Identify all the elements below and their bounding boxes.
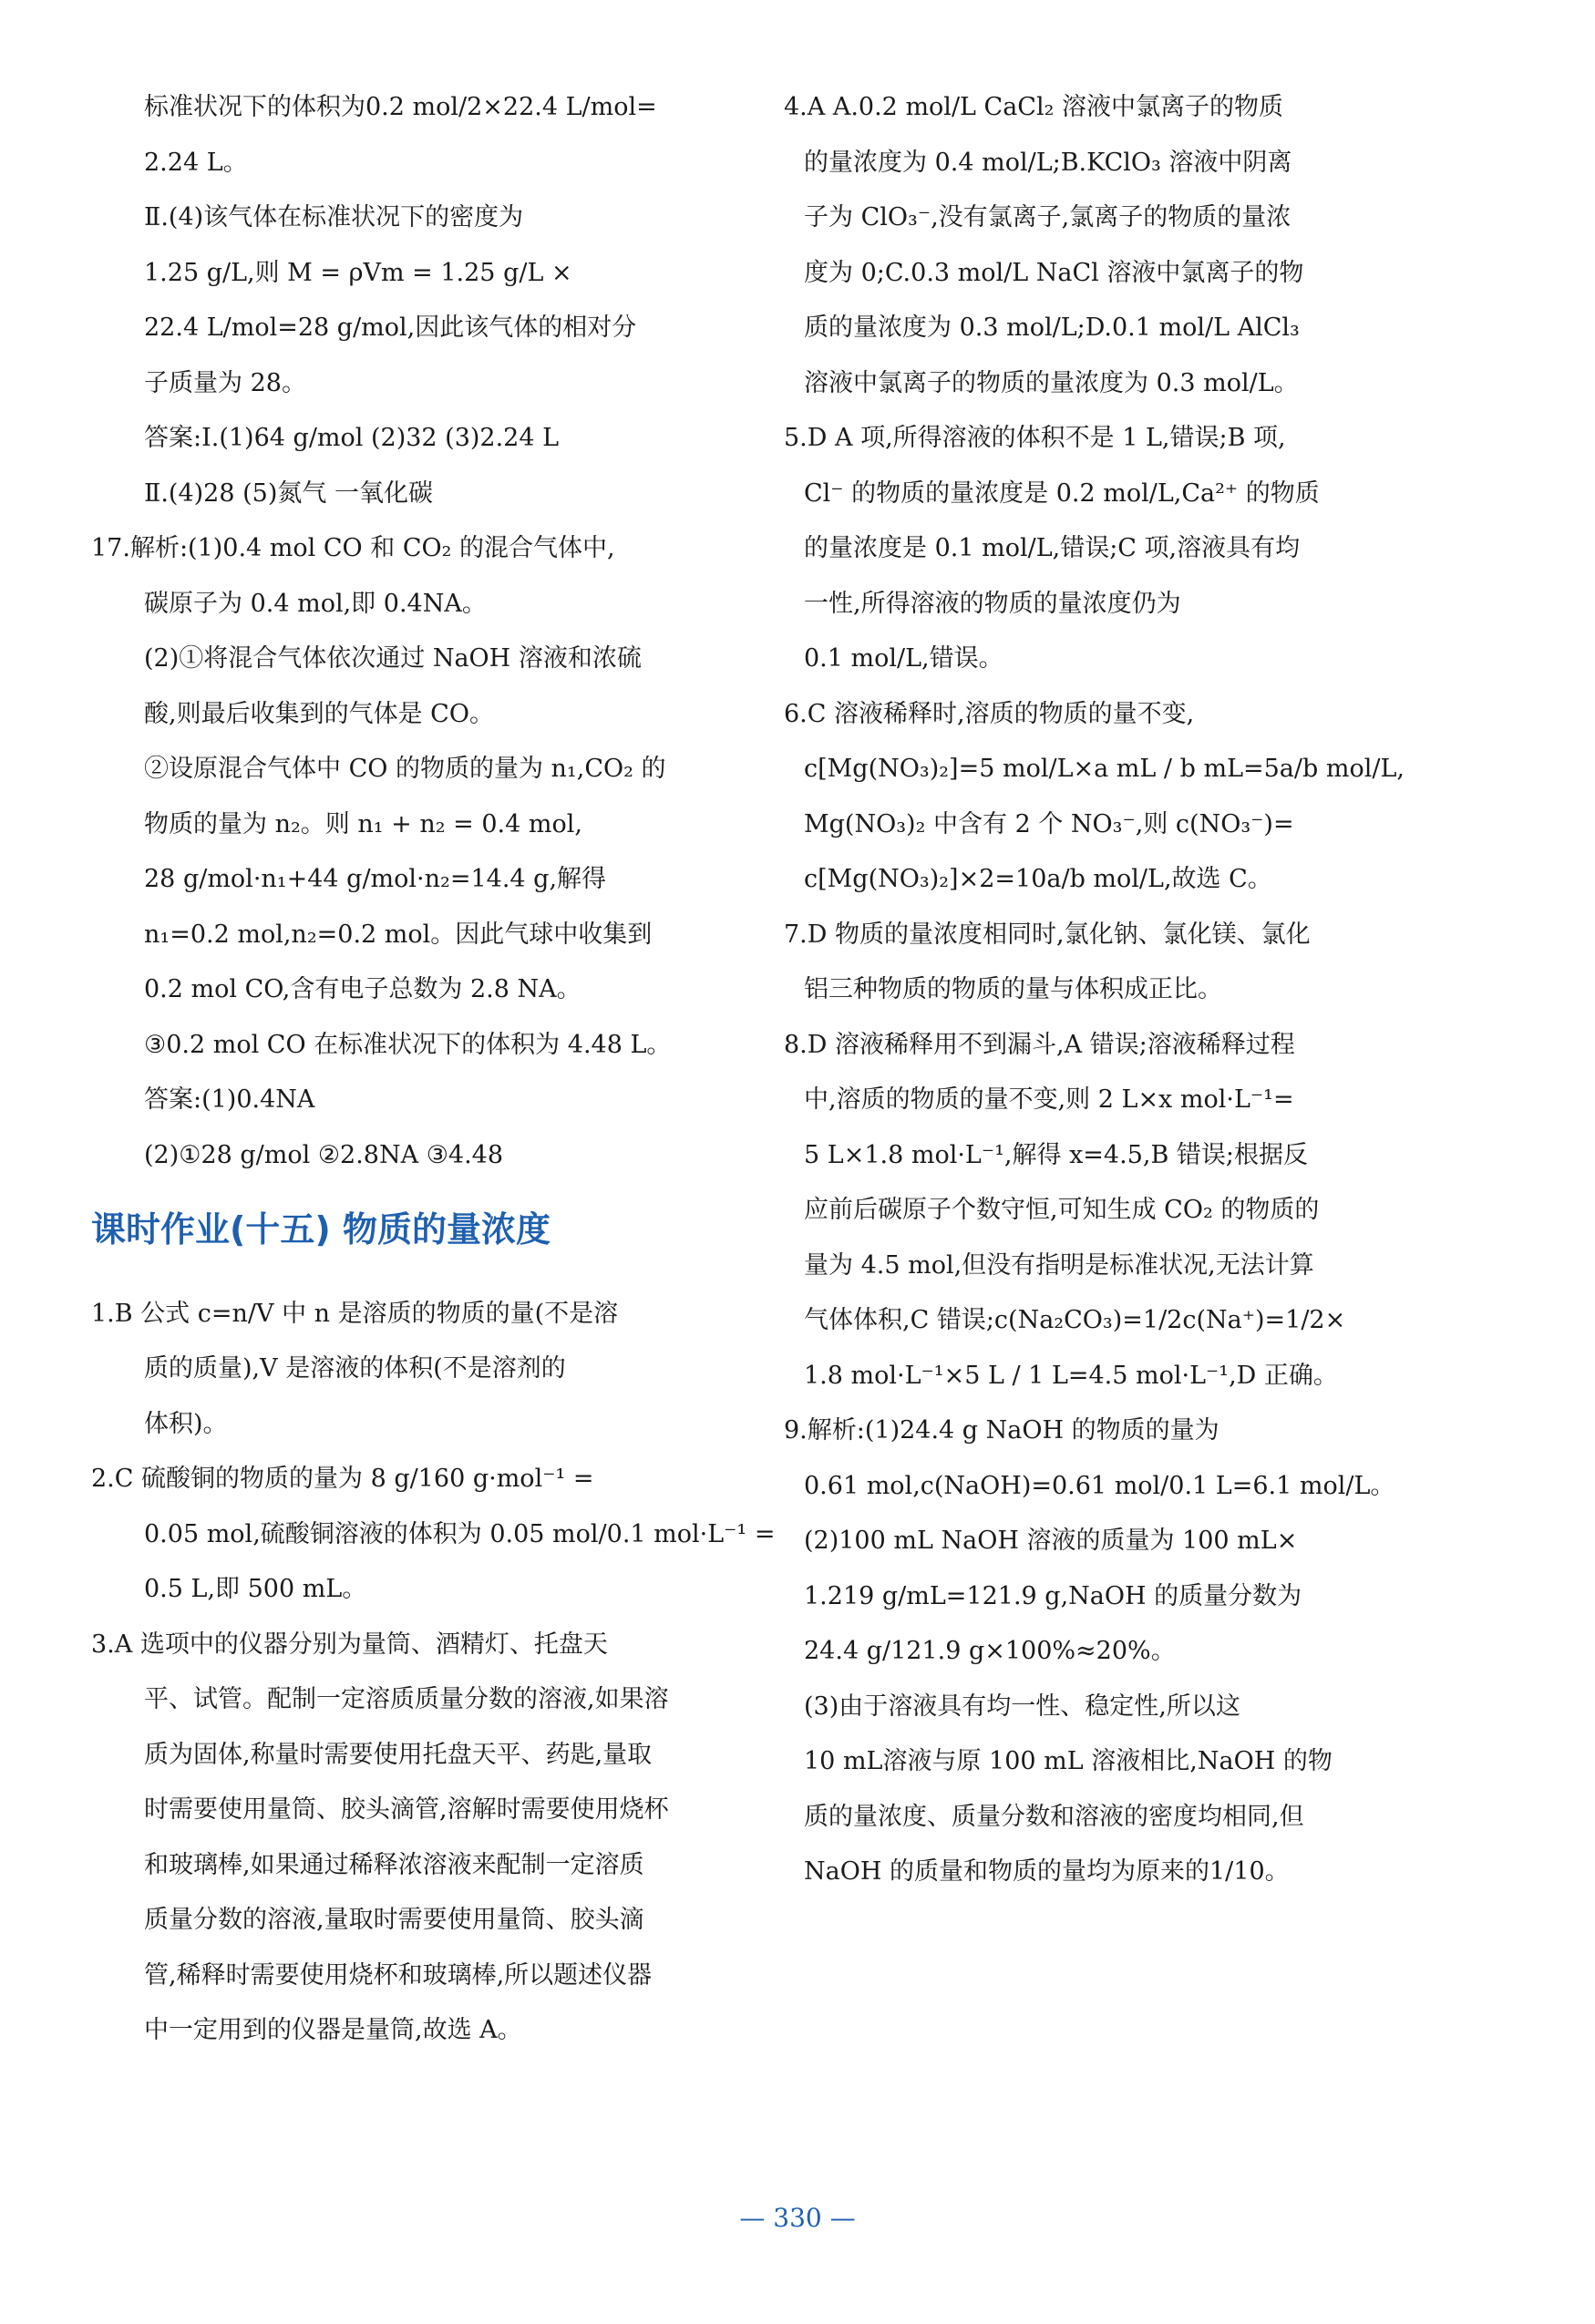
text-line: 量为 4.5 mol,但没有指明是标准状况,无法计算	[804, 1250, 1314, 1280]
section-title: 课时作业(十五) 物质的量浓度	[91, 1208, 551, 1249]
text-line: c[Mg(NO₃)₂]×2=10a/b mol/L,故选 C。	[804, 865, 1272, 893]
text-line: 质量分数的溶液,量取时需要使用量筒、胶头滴	[144, 1906, 644, 1934]
text-line: Ⅱ.(4)28 (5)氮气 一氧化碳	[144, 478, 433, 508]
text-line: 度为 0;C.0.3 mol/L NaCl 溶液中氯离子的物	[804, 258, 1304, 287]
text-line: 4.A A.0.2 mol/L CaCl₂ 溶液中氯离子的物质	[784, 93, 1284, 121]
text-line: Mg(NO₃)₂ 中含有 2 个 NO₃⁻,则 c(NO₃⁻)=	[804, 809, 1294, 838]
text-line: 0.1 mol/L,错误。	[804, 644, 1003, 673]
text-line: 1.25 g/L,则 M = ρVm = 1.25 g/L ×	[144, 258, 572, 287]
text-line: 的量浓度为 0.4 mol/L;B.KClO₃ 溶液中阴离	[804, 148, 1292, 177]
text-line: 2.C 硫酸铜的物质的量为 8 g/160 g·mol⁻¹ =	[91, 1465, 594, 1493]
text-line: (2)100 mL NaOH 溶液的质量为 100 mL×	[804, 1527, 1298, 1555]
text-line: 17.解析:(1)0.4 mol CO 和 CO₂ 的混合气体中,	[91, 534, 615, 562]
text-line: 溶液中氯离子的物质的量浓度为 0.3 mol/L。	[804, 368, 1299, 397]
text-line: 10 mL溶液与原 100 mL 溶液相比,NaOH 的物	[804, 1747, 1333, 1775]
right-text-block	[784, 91, 1417, 1888]
text-line: 和玻璃棒,如果通过稀释浓溶液来配制一定溶质	[144, 1850, 644, 1879]
text-line: (2)①28 g/mol ②2.8NA ③4.48	[144, 1140, 504, 1169]
text-line: 质的质量),V 是溶液的体积(不是溶剂的	[144, 1354, 566, 1383]
text-line: 1.8 mol·L⁻¹×5 L / 1 L=4.5 mol·L⁻¹,D 正确。	[804, 1361, 1338, 1390]
text-line: 中,溶质的物质的量不变,则 2 L×x mol·L⁻¹=	[804, 1085, 1294, 1114]
text-line: 5 L×1.8 mol·L⁻¹,解得 x=4.5,B 错误;根据反	[804, 1140, 1308, 1169]
text-line: 答案:(1)0.4NA	[144, 1085, 315, 1114]
text-line: (2)①将混合气体依次通过 NaOH 溶液和浓硫	[144, 644, 642, 673]
text-line: 时需要使用量筒、胶头滴管,溶解时需要使用烧杯	[144, 1795, 669, 1824]
text-line: ②设原混合气体中 CO 的物质的量为 n₁,CO₂ 的	[144, 755, 666, 783]
text-line: 管,稀释时需要使用烧杯和玻璃棒,所以题述仪器	[144, 1960, 653, 1990]
text-line: 2.24 L。	[144, 148, 248, 177]
text-line: 中一定用到的仪器是量筒,故选 A。	[144, 2016, 522, 2044]
text-line: 1.219 g/mL=121.9 g,NaOH 的质量分数为	[804, 1581, 1302, 1610]
text-line: 应前后碳原子个数守恒,可知生成 CO₂ 的物质的	[804, 1196, 1320, 1224]
text-line: 碳原子为 0.4 mol,即 0.4NA。	[144, 589, 487, 618]
right-column	[784, 91, 1417, 1911]
text-line: 答案:Ⅰ.(1)64 g/mol (2)32 (3)2.24 L	[144, 424, 560, 452]
text-line: 质的量浓度、质量分数和溶液的密度均相同,但	[804, 1802, 1304, 1831]
text-line: 1.B 公式 c=n/V 中 n 是溶质的物质的量(不是溶	[91, 1299, 619, 1328]
text-line: (3)由于溶液具有均一性、稳定性,所以这	[804, 1692, 1240, 1721]
text-line: 0.61 mol,c(NaOH)=0.61 mol/0.1 L=6.1 mol/L。	[804, 1471, 1395, 1500]
text-line: 7.D 物质的量浓度相同时,氯化钠、氯化镁、氯化	[784, 920, 1311, 949]
text-line: 铝三种物质的物质的量与体积成正比。	[804, 975, 1222, 1003]
left-column	[91, 91, 776, 2070]
text-line: 体积)。	[144, 1409, 228, 1438]
left-text-block-1	[91, 91, 693, 1172]
text-line: Ⅱ.(4)该气体在标准状况下的密度为	[144, 203, 524, 231]
text-line: 的量浓度是 0.1 mol/L,错误;C 项,溶液具有均	[804, 534, 1301, 562]
text-line: 3.A 选项中的仪器分别为量筒、酒精灯、托盘天	[91, 1630, 608, 1659]
text-line: n₁=0.2 mol,n₂=0.2 mol。因此气球中收集到	[144, 920, 653, 949]
text-line: 6.C 溶液稀释时,溶质的物质的量不变,	[784, 699, 1195, 728]
text-line: 8.D 溶液稀释用不到漏斗,A 错误;溶液稀释过程	[784, 1030, 1295, 1059]
text-line: 0.05 mol,硫酸铜溶液的体积为 0.05 mol/0.1 mol·L⁻¹ =	[144, 1519, 776, 1548]
text-line: 9.解析:(1)24.4 g NaOH 的物质的量为	[784, 1416, 1219, 1445]
text-line: 0.2 mol CO,含有电子总数为 2.8 NA。	[144, 975, 581, 1003]
text-line: 质为固体,称量时需要使用托盘天平、药匙,量取	[144, 1740, 653, 1769]
text-line: 一性,所得溶液的物质的量浓度仍为	[804, 589, 1181, 618]
text-line: ③0.2 mol CO 在标准状况下的体积为 4.48 L。	[144, 1030, 672, 1059]
page-number: — 330 —	[739, 2203, 856, 2233]
left-text-block-2	[91, 1298, 776, 2048]
text-line: 标准状况下的体积为0.2 mol/2×22.4 L/mol=	[144, 93, 657, 121]
text-line: 质的量浓度为 0.3 mol/L;D.0.1 mol/L AlCl₃	[804, 314, 1300, 342]
text-line: 5.D A 项,所得溶液的体积不是 1 L,错误;B 项,	[784, 424, 1286, 452]
text-line: 0.5 L,即 500 mL。	[144, 1575, 367, 1603]
text-line: c[Mg(NO₃)₂]=5 mol/L×a mL / b mL=5a/b mol/L,	[804, 755, 1405, 783]
text-line: 平、试管。配制一定溶质质量分数的溶液,如果溶	[144, 1685, 669, 1713]
text-line: 22.4 L/mol=28 g/mol,因此该气体的相对分	[144, 314, 637, 342]
text-line: 酸,则最后收集到的气体是 CO。	[144, 699, 494, 728]
text-line: Cl⁻ 的物质的量浓度是 0.2 mol/L,Ca²⁺ 的物质	[804, 478, 1320, 508]
text-line: 子为 ClO₃⁻,没有氯离子,氯离子的物质的量浓	[804, 203, 1291, 231]
text-line: 气体体积,C 错误;c(Na₂CO₃)=1/2c(Na⁺)=1/2×	[804, 1306, 1346, 1334]
text-line: 物质的量为 n₂。则 n₁ + n₂ = 0.4 mol,	[144, 809, 582, 838]
text-line: 子质量为 28。	[144, 368, 306, 397]
text-line: 24.4 g/121.9 g×100%≈20%。	[804, 1637, 1176, 1665]
text-line: 28 g/mol·n₁+44 g/mol·n₂=14.4 g,解得	[144, 865, 607, 893]
text-line: NaOH 的质量和物质的量均为原来的1/10。	[804, 1857, 1290, 1886]
